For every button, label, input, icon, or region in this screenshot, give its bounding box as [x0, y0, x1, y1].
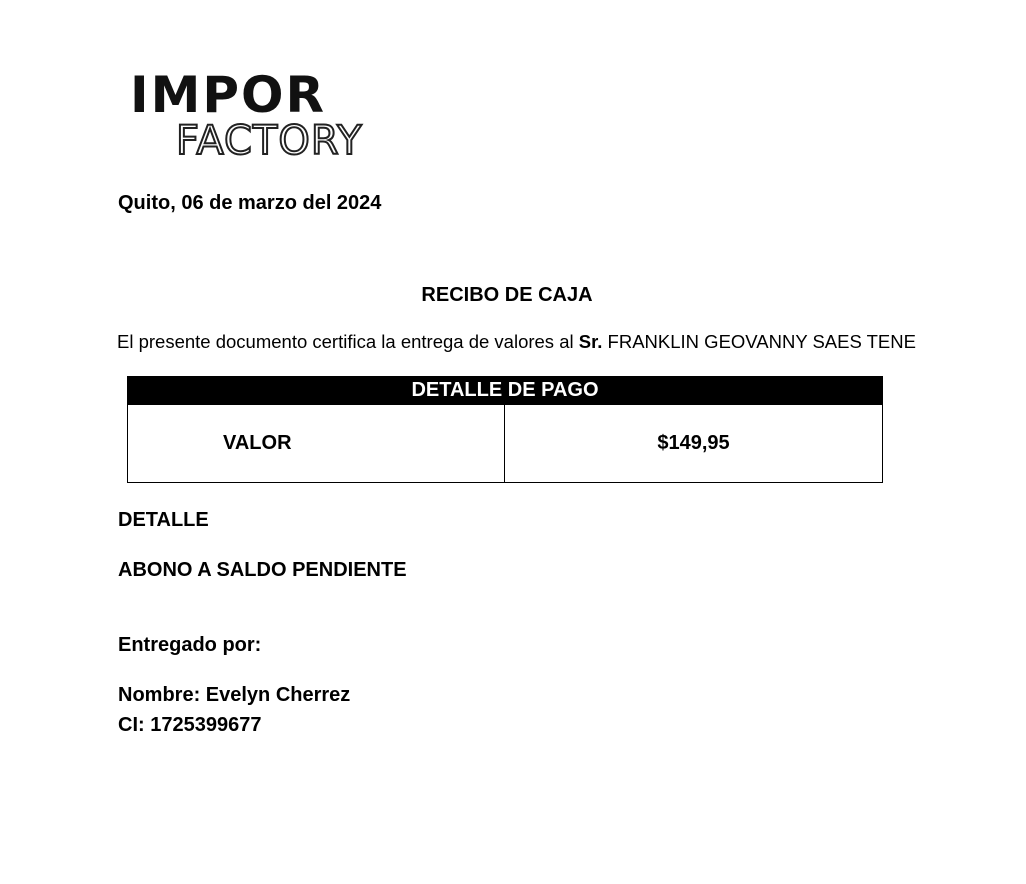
- document-title: RECIBO DE CAJA: [421, 284, 593, 306]
- recipient-name: FRANKLIN GEOVANNY SAES TENE: [602, 331, 916, 352]
- logo-text-impor: IMPOR: [130, 66, 327, 124]
- logo-graphic: [128, 66, 394, 162]
- city-date: Quito, 06 de marzo del 2024: [118, 192, 382, 214]
- logo-text-factory: FACTORY: [176, 118, 363, 162]
- payment-detail-table: [127, 376, 883, 483]
- amount-value: $149,95: [505, 405, 883, 483]
- table-row: [128, 405, 883, 483]
- deliverer-name: Nombre: Evelyn Cherrez: [118, 684, 351, 706]
- deliverer-ci: CI: 1725399677: [118, 714, 262, 736]
- company-logo: [128, 66, 394, 162]
- certification-prefix: El presente documento certifica la entrega de valores al: [117, 331, 579, 352]
- detail-heading: DETALLE: [118, 509, 209, 531]
- recipient-honorific: Sr.: [578, 331, 603, 352]
- delivered-by-heading: Entregado por:: [118, 634, 262, 656]
- value-label: VALOR: [128, 405, 505, 483]
- detail-text: ABONO A SALDO PENDIENTE: [118, 559, 407, 581]
- payment-table-header: DETALLE DE PAGO: [128, 377, 883, 405]
- certification-statement: [117, 331, 916, 353]
